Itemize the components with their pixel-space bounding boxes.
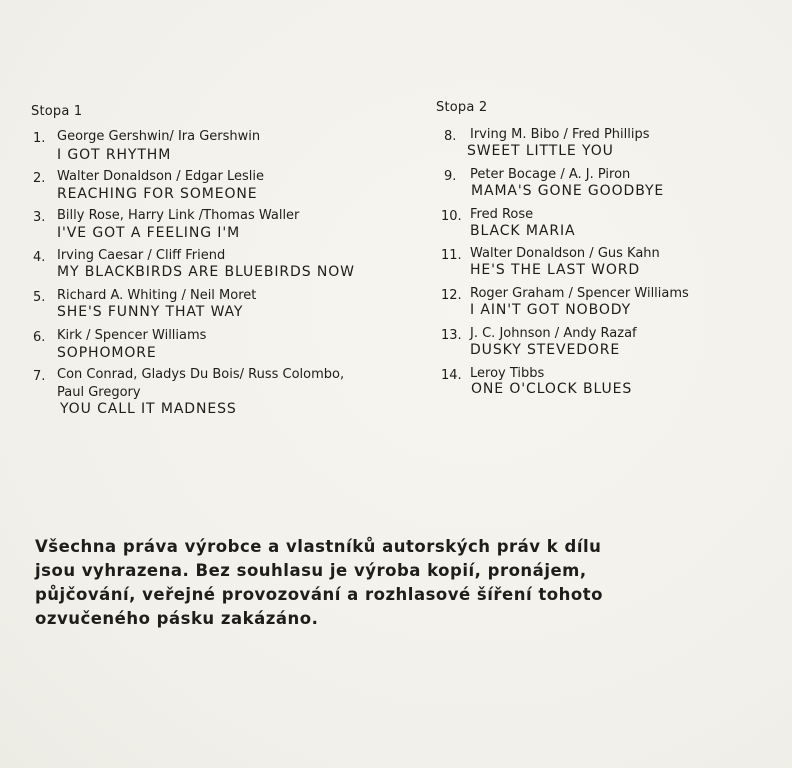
track-number: 6. (33, 330, 46, 345)
track-title: YOU CALL IT MADNESS (60, 401, 237, 417)
track-title: BLACK MARIA (470, 223, 576, 239)
track-title: I GOT RHYTHM (57, 147, 172, 163)
track-authors: Walter Donaldson / Edgar Leslie (57, 169, 264, 184)
track-authors: Richard A. Whiting / Neil Moret (57, 288, 257, 303)
track-authors: Leroy Tibbs (470, 366, 545, 381)
track-title: SWEET LITTLE YOU (467, 143, 614, 159)
track-number: 1. (33, 131, 46, 146)
notice-line-4: ozvučeného pásku zakázáno. (35, 609, 319, 628)
side-2-heading: Stopa 2 (436, 100, 488, 115)
track-authors: J. C. Johnson / Andy Razaf (470, 326, 637, 341)
notice-line-1: Všechna práva výrobce a vlastníků autorských práv k dílu (35, 537, 602, 556)
track-number: 14. (441, 368, 462, 383)
track-number: 12. (441, 288, 462, 303)
notice-line-3: půjčování, veřejné provozování a rozhlasové šíření tohoto (35, 585, 603, 604)
track-authors: Billy Rose, Harry Link /Thomas Waller (57, 208, 300, 223)
track-authors: Roger Graham / Spencer Williams (470, 286, 689, 301)
track-title: SHE'S FUNNY THAT WAY (57, 304, 244, 320)
track-title: ONE O'CLOCK BLUES (471, 381, 633, 397)
track-number: 4. (33, 250, 46, 265)
track-number: 13. (441, 328, 462, 343)
track-authors: Peter Bocage / A. J. Piron (470, 167, 631, 182)
track-title: I AIN'T GOT NOBODY (470, 302, 632, 318)
track-title: MY BLACKBIRDS ARE BLUEBIRDS NOW (57, 264, 355, 280)
track-authors: Fred Rose (470, 207, 534, 222)
track-title: I'VE GOT A FEELING I'M (57, 225, 241, 241)
track-title: DUSKY STEVEDORE (470, 342, 621, 358)
notice-line-2: jsou vyhrazena. Bez souhlasu je výroba kopií, pronájem, (35, 561, 587, 580)
track-authors: Kirk / Spencer Williams (57, 328, 207, 343)
track-number: 11. (441, 248, 462, 263)
track-authors: Irving M. Bibo / Fred Phillips (470, 127, 650, 142)
track-authors-continued: Paul Gregory (57, 385, 141, 400)
track-number: 10. (441, 209, 462, 224)
track-number: 8. (444, 129, 457, 144)
track-number: 7. (33, 369, 46, 384)
track-authors: Irving Caesar / Cliff Friend (57, 248, 226, 263)
track-title: HE'S THE LAST WORD (470, 262, 641, 278)
track-number: 9. (444, 169, 457, 184)
track-number: 2. (33, 171, 46, 186)
track-authors: George Gershwin/ Ira Gershwin (57, 129, 261, 144)
track-title: SOPHOMORE (57, 345, 157, 361)
track-title: MAMA'S GONE GOODBYE (471, 183, 665, 199)
track-title: REACHING FOR SOMEONE (57, 186, 258, 202)
track-authors: Con Conrad, Gladys Du Bois/ Russ Colombo, (57, 367, 345, 382)
copyright-notice (35, 535, 715, 631)
track-number: 3. (33, 210, 46, 225)
track-authors: Walter Donaldson / Gus Kahn (470, 246, 660, 261)
track-number: 5. (33, 290, 46, 305)
side-1-heading: Stopa 1 (31, 104, 83, 119)
